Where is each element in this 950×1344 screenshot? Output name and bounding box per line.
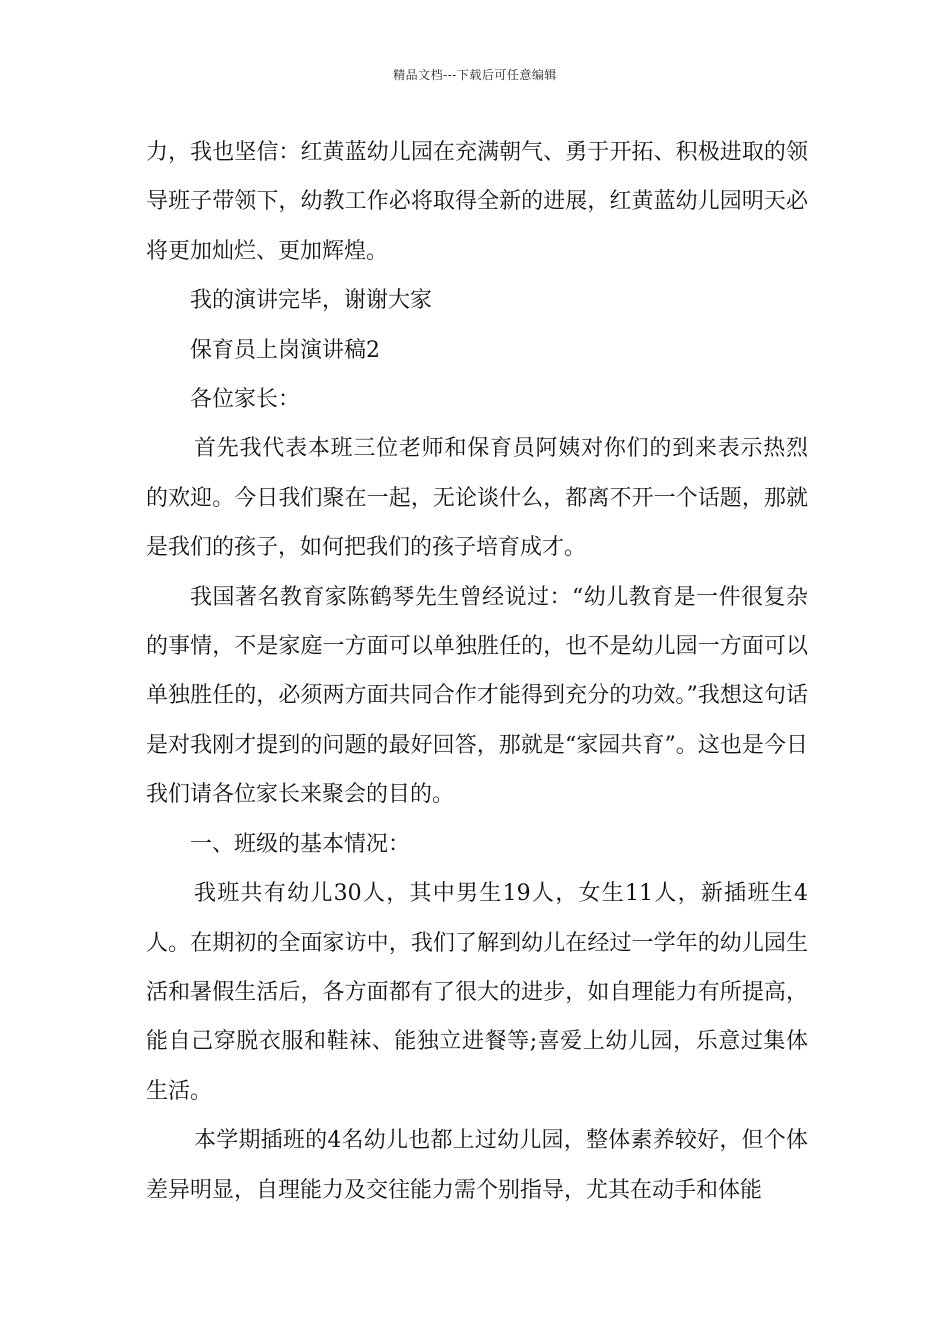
section-title: 保育员上岗演讲稿2 — [190, 337, 380, 363]
salutation: 各位家长： — [190, 387, 301, 413]
paragraph-quote: 我国著名教育家陈鹤琴先生曾经说过：“幼儿教育是一件很复杂的事情，不是家庭一方面可以单独胜任的，也不是幼儿园一方面可以单独胜任的，必须两方面共同合作才能得到充分的功效。”我想这句话是对我刚才提到的问题的最好回答，那就是“家园共育”。这也是今日我们请各位家长来聚会的目的。 — [146, 584, 808, 808]
document-body — [146, 128, 808, 1215]
page-header: 精品文档---下载后可任意编辑 — [393, 68, 557, 82]
paragraph-class-stats: 我班共有幼儿30人，其中男生19人，女生11人，新插班生4人。在期初的全面家访中，我们了解到幼儿在经过一学年的幼儿园生活和暑假生活后，各方面都有了很大的进步，如自理能力有所提高，能自己穿脱衣服和鞋袜、能独立进餐等;喜爱上幼儿园，乐意过集体生活。 — [146, 881, 808, 1104]
paragraph-continuation: 力，我也坚信：红黄蓝幼儿园在充满朝气、勇于开拓、积极进取的领导班子带领下，幼教工作必将取得全新的进展，红黄蓝幼儿园明天必将更加灿烂、更加辉煌。 — [146, 140, 808, 264]
paragraph-welcome: 首先我代表本班三位老师和保育员阿姨对你们的到来表示热烈的欢迎。今日我们聚在一起，无论谈什么，都离不开一个话题，那就是我们的孩子，如何把我们的孩子培育成才。 — [146, 436, 808, 561]
paragraph-closing: 我的演讲完毕，谢谢大家 — [190, 288, 433, 314]
subheading-class-info: 一、班级的基本情况： — [190, 831, 411, 857]
paragraph-new-students: 本学期插班的4名幼儿也都上过幼儿园，整体素养较好，但个体差异明显，自理能力及交往能力需个别指导，尤其在动手和体能 — [146, 1128, 808, 1203]
